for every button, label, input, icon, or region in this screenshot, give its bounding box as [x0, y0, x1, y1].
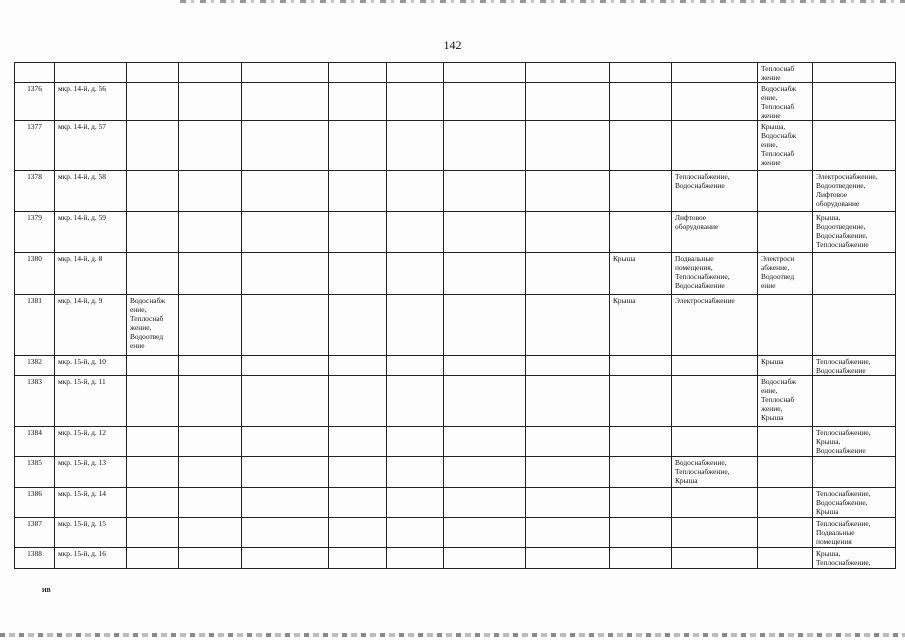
- empty-cell: [329, 63, 387, 83]
- empty-cell: [179, 427, 242, 457]
- works-cell-9: [672, 121, 758, 171]
- works-cell-11: [813, 63, 896, 83]
- empty-cell: [179, 212, 242, 253]
- empty-cell: [387, 376, 444, 427]
- works-cell-1: [127, 376, 179, 427]
- empty-cell: [444, 253, 526, 295]
- empty-cell: [242, 457, 329, 488]
- works-cell-8: [610, 427, 672, 457]
- empty-cell: [444, 121, 526, 171]
- empty-cell: [179, 457, 242, 488]
- empty-cell: [242, 427, 329, 457]
- works-cell-11: Электроснабжение, Водоотведение, Лифтовое оборудование: [813, 171, 896, 212]
- empty-cell: [329, 253, 387, 295]
- empty-cell: [179, 376, 242, 427]
- empty-cell: [242, 253, 329, 295]
- empty-cell: [444, 427, 526, 457]
- row-number-cell: 1386: [15, 488, 55, 518]
- empty-cell: [526, 295, 610, 356]
- empty-cell: [444, 212, 526, 253]
- works-cell-10: [758, 212, 813, 253]
- empty-cell: [526, 171, 610, 212]
- works-cell-9: Лифтовое оборудование: [672, 212, 758, 253]
- works-cell-8: [610, 457, 672, 488]
- works-cell-11: [813, 457, 896, 488]
- works-cell-11: [813, 253, 896, 295]
- empty-cell: [179, 548, 242, 569]
- works-cell-9: [672, 427, 758, 457]
- table-body: [15, 63, 896, 569]
- works-cell-11: Теплоснабжение, Водоснабжение, Крыша: [813, 488, 896, 518]
- works-cell-1: [127, 121, 179, 171]
- table-row: [15, 63, 896, 83]
- works-cell-8: Крыша: [610, 253, 672, 295]
- works-cell-8: [610, 518, 672, 548]
- empty-cell: [329, 295, 387, 356]
- empty-cell: [387, 427, 444, 457]
- works-cell-10: [758, 171, 813, 212]
- works-cell-8: [610, 83, 672, 121]
- empty-cell: [387, 548, 444, 569]
- table-row: [15, 212, 896, 253]
- works-cell-8: [610, 356, 672, 376]
- empty-cell: [242, 212, 329, 253]
- empty-cell: [444, 457, 526, 488]
- row-number-cell: 1379: [15, 212, 55, 253]
- works-cell-9: [672, 63, 758, 83]
- footer-mark: ИВ: [42, 588, 51, 594]
- scan-artifact-bottom: [0, 633, 905, 637]
- works-cell-10: [758, 518, 813, 548]
- empty-cell: [329, 488, 387, 518]
- row-number-cell: 1377: [15, 121, 55, 171]
- address-cell: мкр. 15-й, д. 12: [55, 427, 127, 457]
- table-row: [15, 518, 896, 548]
- works-cell-8: [610, 548, 672, 569]
- empty-cell: [329, 356, 387, 376]
- row-number-cell: 1388: [15, 548, 55, 569]
- empty-cell: [179, 83, 242, 121]
- works-cell-11: [813, 295, 896, 356]
- empty-cell: [526, 212, 610, 253]
- empty-cell: [242, 488, 329, 518]
- works-cell-9: Электроснабжение: [672, 295, 758, 356]
- empty-cell: [329, 171, 387, 212]
- address-cell: мкр. 15-й, д. 10: [55, 356, 127, 376]
- empty-cell: [444, 356, 526, 376]
- empty-cell: [526, 457, 610, 488]
- address-cell: мкр. 15-й, д. 11: [55, 376, 127, 427]
- row-number-cell: 1378: [15, 171, 55, 212]
- works-cell-1: [127, 63, 179, 83]
- works-cell-1: [127, 548, 179, 569]
- empty-cell: [526, 488, 610, 518]
- empty-cell: [242, 518, 329, 548]
- address-cell: мкр. 14-й, д. 59: [55, 212, 127, 253]
- table-row: [15, 548, 896, 569]
- works-cell-11: Теплоснабжение, Водоснабжение: [813, 356, 896, 376]
- empty-cell: [242, 356, 329, 376]
- works-cell-8: [610, 376, 672, 427]
- works-cell-8: Крыша: [610, 295, 672, 356]
- table-row: [15, 171, 896, 212]
- empty-cell: [387, 356, 444, 376]
- table-row: [15, 83, 896, 121]
- address-cell: мкр. 14-й, д. 56: [55, 83, 127, 121]
- empty-cell: [179, 488, 242, 518]
- works-cell-9: [672, 518, 758, 548]
- empty-cell: [179, 63, 242, 83]
- works-cell-9: [672, 83, 758, 121]
- address-cell: мкр. 15-й, д. 14: [55, 488, 127, 518]
- empty-cell: [387, 121, 444, 171]
- address-cell: мкр. 14-й, д. 9: [55, 295, 127, 356]
- works-cell-10: Электросн абжение, Водоотвед ение: [758, 253, 813, 295]
- empty-cell: [387, 83, 444, 121]
- works-cell-1: [127, 488, 179, 518]
- repair-schedule-table: [14, 62, 896, 569]
- empty-cell: [387, 253, 444, 295]
- empty-cell: [387, 488, 444, 518]
- empty-cell: [242, 376, 329, 427]
- empty-cell: [179, 121, 242, 171]
- works-cell-11: Теплоснабжение, Крыша, Водоснабжение: [813, 427, 896, 457]
- works-cell-10: [758, 548, 813, 569]
- empty-cell: [242, 63, 329, 83]
- works-cell-10: Теплоснаб жение: [758, 63, 813, 83]
- works-cell-8: [610, 171, 672, 212]
- works-cell-11: [813, 83, 896, 121]
- empty-cell: [329, 427, 387, 457]
- works-cell-9: Теплоснабжение, Водоснабжение: [672, 171, 758, 212]
- works-cell-10: Водоснабж ение, Теплоснаб жение, Крыша: [758, 376, 813, 427]
- empty-cell: [444, 548, 526, 569]
- empty-cell: [526, 548, 610, 569]
- row-number-cell: 1376: [15, 83, 55, 121]
- table-row: [15, 253, 896, 295]
- works-cell-1: [127, 171, 179, 212]
- works-cell-1: [127, 518, 179, 548]
- works-cell-10: [758, 427, 813, 457]
- address-cell: мкр. 14-й, д. 8: [55, 253, 127, 295]
- works-cell-1: [127, 83, 179, 121]
- works-cell-9: [672, 376, 758, 427]
- empty-cell: [444, 171, 526, 212]
- works-cell-8: [610, 212, 672, 253]
- works-cell-10: Крыша: [758, 356, 813, 376]
- empty-cell: [444, 83, 526, 121]
- empty-cell: [179, 295, 242, 356]
- table-row: [15, 488, 896, 518]
- empty-cell: [444, 518, 526, 548]
- empty-cell: [444, 295, 526, 356]
- empty-cell: [387, 518, 444, 548]
- empty-cell: [329, 121, 387, 171]
- address-cell: мкр. 15-й, д. 16: [55, 548, 127, 569]
- empty-cell: [329, 83, 387, 121]
- row-number-cell: 1385: [15, 457, 55, 488]
- works-cell-8: [610, 63, 672, 83]
- empty-cell: [526, 376, 610, 427]
- works-cell-8: [610, 121, 672, 171]
- empty-cell: [242, 295, 329, 356]
- empty-cell: [444, 376, 526, 427]
- empty-cell: [387, 295, 444, 356]
- works-cell-1: Водоснабж ение, Теплоснаб жение, Водоотвед ение: [127, 295, 179, 356]
- empty-cell: [387, 63, 444, 83]
- table-row: [15, 356, 896, 376]
- row-number-cell: 1383: [15, 376, 55, 427]
- empty-cell: [242, 83, 329, 121]
- address-cell: мкр. 15-й, д. 13: [55, 457, 127, 488]
- table-row: [15, 457, 896, 488]
- works-cell-1: [127, 212, 179, 253]
- empty-cell: [444, 488, 526, 518]
- empty-cell: [526, 518, 610, 548]
- empty-cell: [242, 171, 329, 212]
- works-cell-1: [127, 253, 179, 295]
- empty-cell: [329, 212, 387, 253]
- empty-cell: [329, 376, 387, 427]
- address-cell: мкр. 14-й, д. 57: [55, 121, 127, 171]
- works-cell-11: Теплоснабжение, Подвальные помещения: [813, 518, 896, 548]
- table-row: [15, 376, 896, 427]
- works-cell-8: [610, 488, 672, 518]
- empty-cell: [526, 253, 610, 295]
- empty-cell: [179, 253, 242, 295]
- empty-cell: [387, 457, 444, 488]
- empty-cell: [526, 121, 610, 171]
- works-cell-10: Водоснабж ение, Теплоснаб жение: [758, 83, 813, 121]
- empty-cell: [526, 427, 610, 457]
- empty-cell: [179, 518, 242, 548]
- works-cell-9: [672, 356, 758, 376]
- table-row: [15, 295, 896, 356]
- works-cell-9: [672, 548, 758, 569]
- empty-cell: [387, 212, 444, 253]
- works-cell-10: [758, 457, 813, 488]
- empty-cell: [179, 356, 242, 376]
- row-number-cell: 1381: [15, 295, 55, 356]
- works-cell-9: Подвальные помещения, Теплоснабжение, Водоснабжение: [672, 253, 758, 295]
- row-number-cell: 1382: [15, 356, 55, 376]
- empty-cell: [526, 356, 610, 376]
- empty-cell: [444, 63, 526, 83]
- table-row: [15, 121, 896, 171]
- works-cell-10: [758, 295, 813, 356]
- works-cell-1: [127, 427, 179, 457]
- empty-cell: [526, 63, 610, 83]
- works-cell-9: Водоснабжение, Теплоснабжение, Крыша: [672, 457, 758, 488]
- works-cell-11: Крыша, Теплоснабжение,: [813, 548, 896, 569]
- works-cell-10: Крыша, Водоснабж ение, Теплоснаб жение: [758, 121, 813, 171]
- works-cell-11: Крыша, Водоотведение, Водоснабжение, Теплоснабжение: [813, 212, 896, 253]
- works-cell-11: [813, 121, 896, 171]
- works-cell-1: [127, 356, 179, 376]
- address-cell: [55, 63, 127, 83]
- empty-cell: [242, 121, 329, 171]
- empty-cell: [329, 548, 387, 569]
- empty-cell: [387, 171, 444, 212]
- row-number-cell: [15, 63, 55, 83]
- works-cell-10: [758, 488, 813, 518]
- table-row: [15, 427, 896, 457]
- row-number-cell: 1387: [15, 518, 55, 548]
- empty-cell: [179, 171, 242, 212]
- row-number-cell: 1380: [15, 253, 55, 295]
- address-cell: мкр. 15-й, д. 15: [55, 518, 127, 548]
- works-cell-9: [672, 488, 758, 518]
- scan-artifact-top: [180, 0, 905, 3]
- empty-cell: [526, 83, 610, 121]
- works-cell-11: [813, 376, 896, 427]
- empty-cell: [329, 457, 387, 488]
- works-cell-1: [127, 457, 179, 488]
- empty-cell: [329, 518, 387, 548]
- row-number-cell: 1384: [15, 427, 55, 457]
- empty-cell: [242, 548, 329, 569]
- address-cell: мкр. 14-й, д. 58: [55, 171, 127, 212]
- page-number: 142: [443, 38, 462, 52]
